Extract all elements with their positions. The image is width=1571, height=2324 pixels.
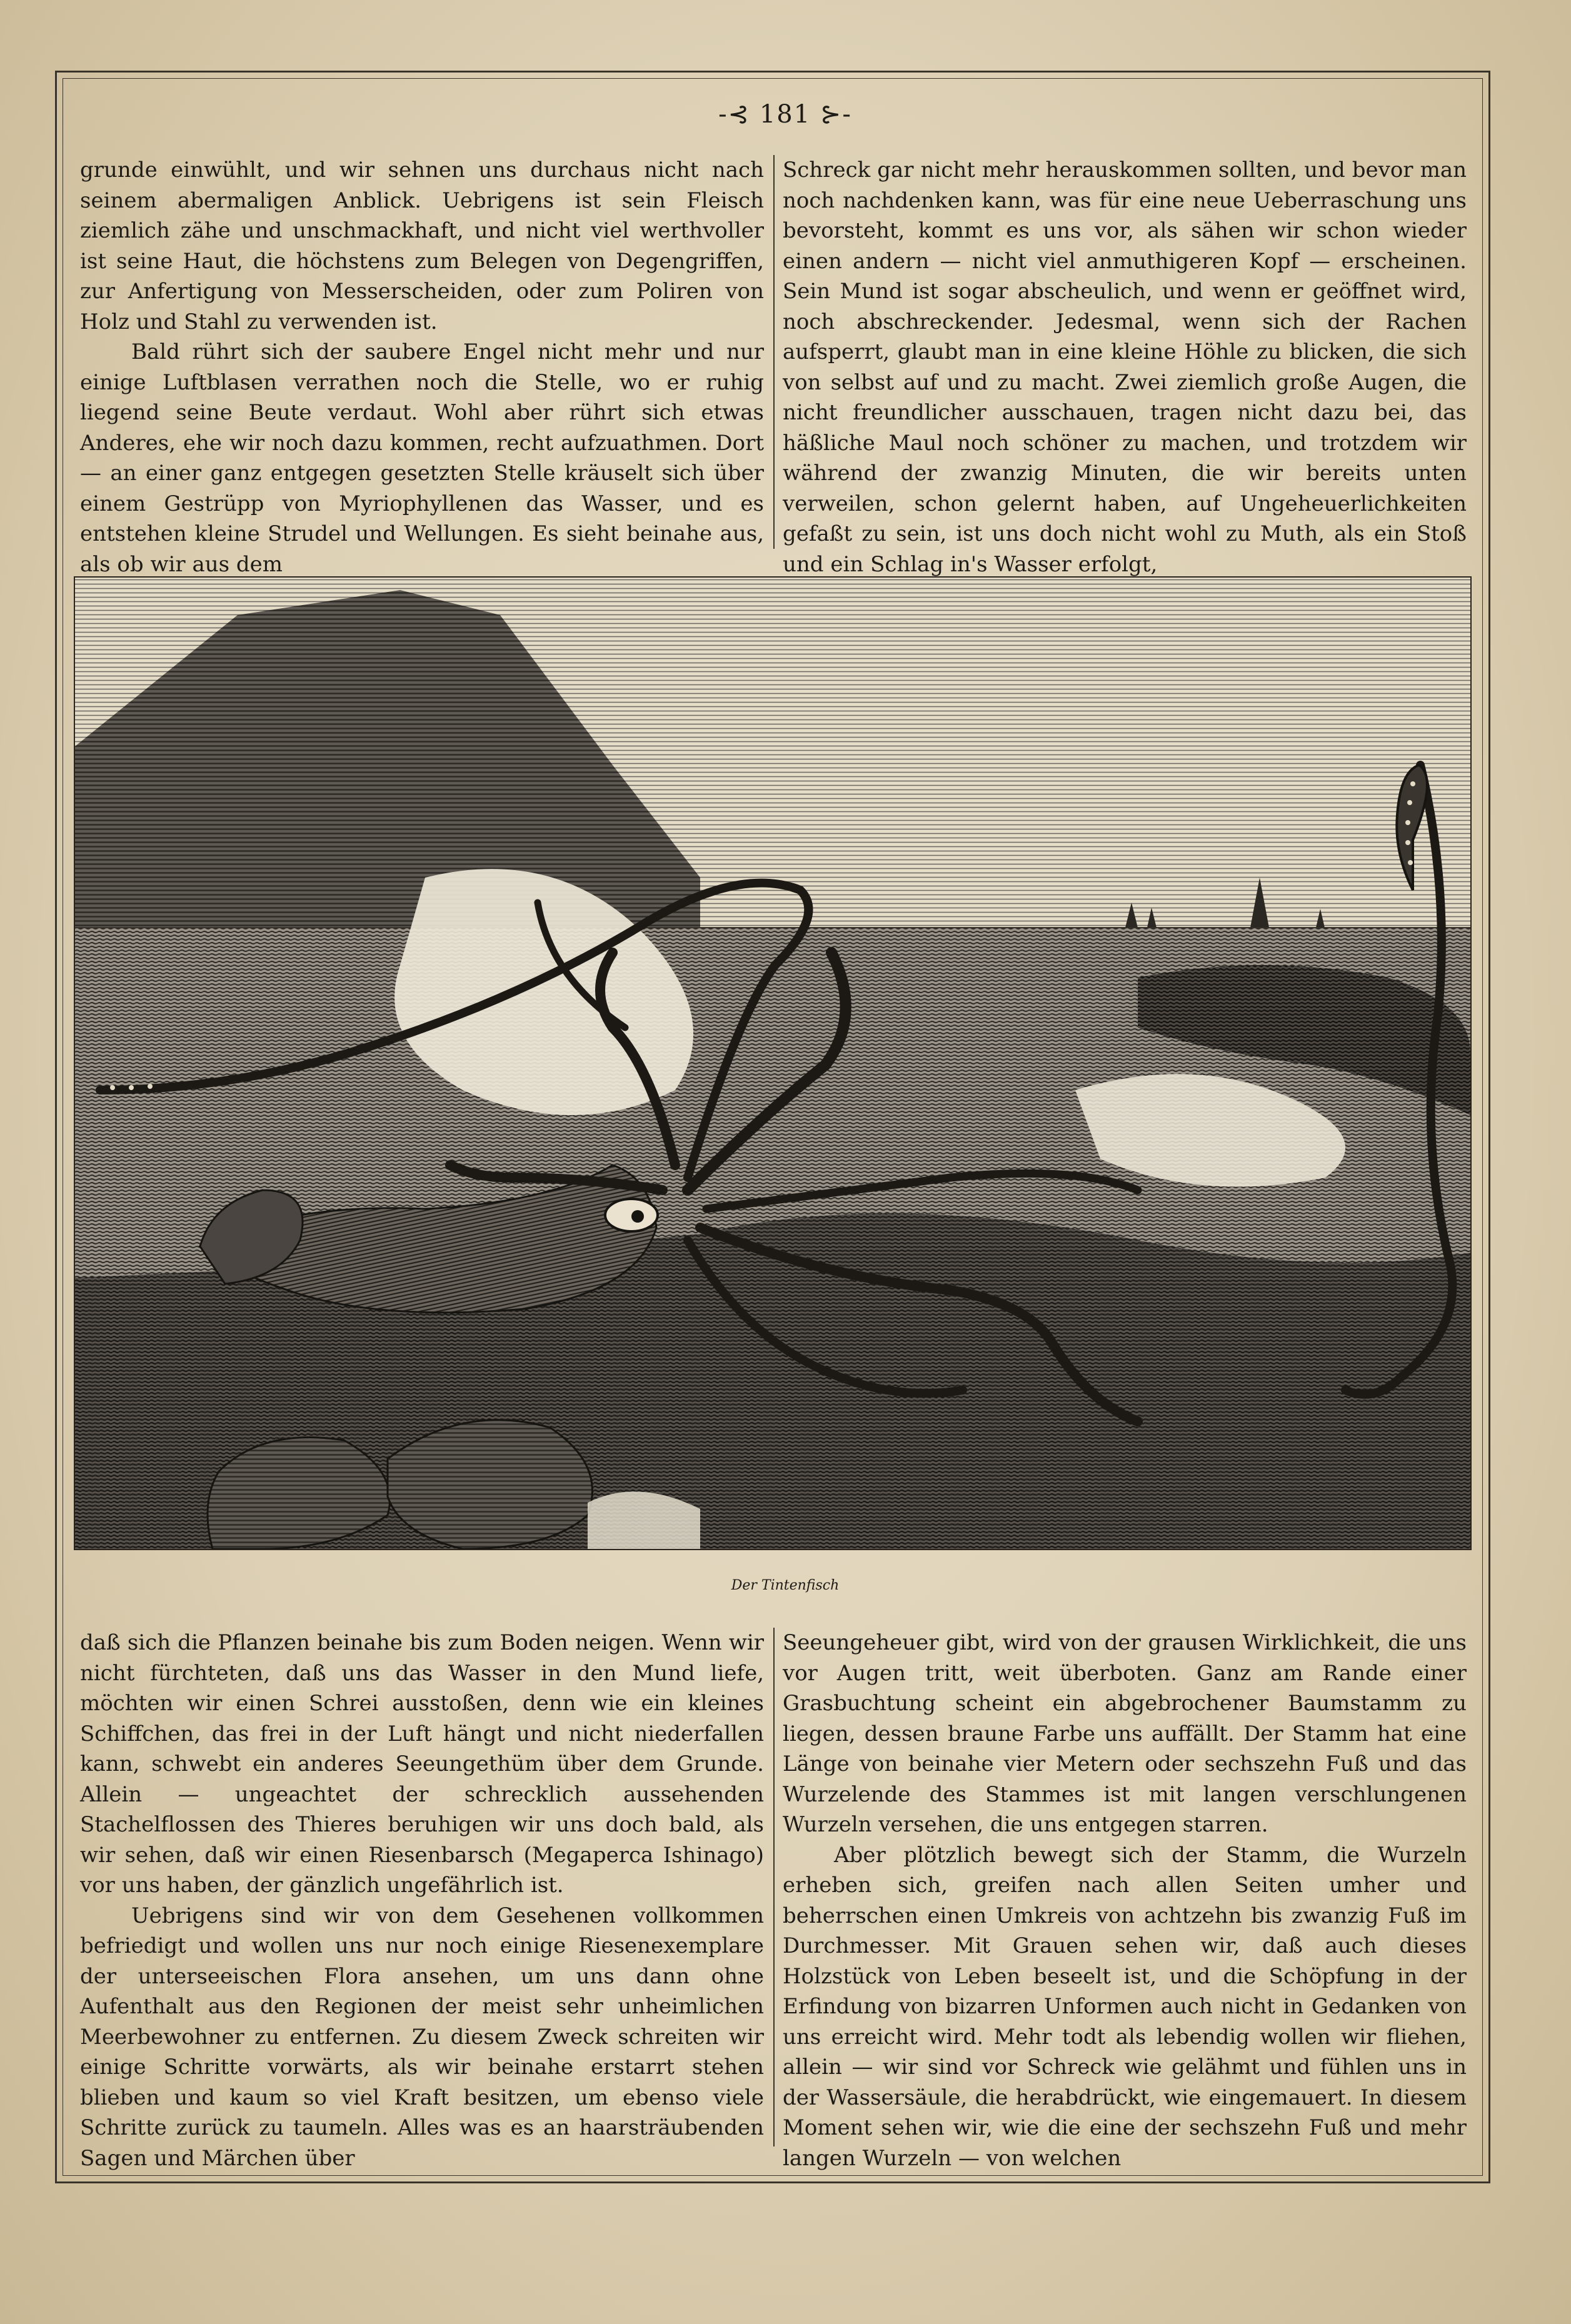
text-column-bottom-left xyxy=(80,1628,764,2171)
paragraph: Aber plötzlich bewegt sich der Stamm, die Wurzeln erheben sich, greifen nach allen Seiten umher und beherrschen einen Umkreis von achtzehn bis zwanzig Fuß im Durchmesser. Mit Grauen sehen wir, daß auch dieses Holzstück von Leben beseelt ist, und die Schöpfung in der Erfindung von bizarren Unformen auch nicht in Gedanken von uns erreicht wird. Mehr todt als lebendig wollen wir fliehen, allein — wir sind vor Schreck wie gelähmt und fühlen uns in der Wassersäule, die herabdrückt, wie eingemauert. In diesem Moment sehen wir, wie die eine der sechszehn Fuß und mehr langen Wurzeln — von welchen xyxy=(783,1842,1467,2171)
text-column-bottom-right xyxy=(783,1628,1467,2171)
paragraph: Schreck gar nicht mehr herauskommen sollten, und bevor man noch nachdenken kann, was für eine neue Ueberraschung uns bevorsteht, kommt es uns vor, als sähen wir schon wieder einen andern — nicht viel anmuthigeren Kopf — erscheinen. Sein Mund ist sogar abscheulich, und wenn er geöffnet wird, noch abschreckender. Jedesmal, wenn sich der Rachen aufsperrt, glaubt man in eine kleine Höhle zu blicken, die sich von selbst auf und zu macht. Zwei ziemlich große Augen, die nicht freundlicher ausschauen, tragen nicht dazu bei, das häßliche Maul noch schöner zu machen, und trotzdem wir während der zwanzig Minuten, die wir bereits unten verweilen, schon gelernt haben, auf Ungeheuerlichkeiten gefaßt zu sein, ist uns doch nicht wohl zu Muth, als ein Stoß und ein Schlag in's Wasser erfolgt, xyxy=(783,158,1467,577)
figure-caption: Der Tintenfisch xyxy=(731,1578,840,1593)
column-divider-bottom xyxy=(773,1628,775,2146)
paragraph: Seeungeheuer gibt, wird von der grausen Wirklichkeit, die uns vor Augen tritt, weit überboten. Ganz am Rande einer Grasbuchtung scheint ein abgebrochener Baumstamm zu liegen, dessen braune Farbe uns auffällt. Der Stamm hat eine Länge von beinahe vier Metern oder sechszehn Fuß und das Wurzelende des Stammes ist mit langen verschlungenen Wurzeln versehen, die uns entgegen starren. xyxy=(783,1630,1467,1837)
column-divider-top xyxy=(773,155,775,549)
text-column-top-left xyxy=(80,155,764,577)
page-number: -⊰ 181 ⊱- xyxy=(718,100,852,129)
paragraph: daß sich die Pflanzen beinahe bis zum Boden neigen. Wenn wir nicht fürchteten, daß uns das Wasser in den Mund liefe, möchten wir einen Schrei ausstoßen, denn wie ein kleines Schiffchen, das frei in der Luft hängt und nicht niederfallen kann, schwebt ein anderes Seeungethüm über dem Grunde. Allein — ungeachtet der schrecklich aussehenden Stachelflossen des Thieres beruhigen wir uns doch bald, als wir sehen, daß wir einen Riesenbarsch (Megaperca Ishinago) vor uns haben, der gänzlich ungefährlich ist. xyxy=(80,1630,764,1898)
paragraph: Bald rührt sich der saubere Engel nicht mehr und nur einige Luftblasen verrathen noch die Stelle, wo er ruhig liegend seine Beute verdaut. Wohl aber rührt sich etwas Anderes, ehe wir noch dazu kommen, recht aufzuathmen. Dort — an einer ganz entgegen gesetzten Stelle kräuselt sich über einem Gestrüpp von Myriophyllenen das Wasser, und es entstehen kleine Strudel und Wellungen. Es sieht beinahe aus, als ob wir aus dem xyxy=(80,339,764,577)
paragraph: Uebrigens sind wir von dem Gesehenen vollkommen befriedigt und wollen uns nur noch einige Riesenexemplare der unterseeischen Flora ansehen, um uns dann ohne Aufenthalt aus den Regionen der meist sehr unheimlichen Meerbewohner zu entfernen. Zu diesem Zweck schreiten wir einige Schritte vorwärts, als wir beinahe erstarrt stehen blieben und kaum so viel Kraft besitzen, um ebenso viele Schritte zurück zu taumeln. Alles was es an haarsträubenden Sagen und Märchen über xyxy=(80,1903,764,2171)
squid-engraving xyxy=(74,576,1472,1550)
text-column-top-right xyxy=(783,155,1467,577)
paragraph: grunde einwühlt, und wir sehnen uns durchaus nicht nach seinem abermaligen Anblick. Uebrigens ist sein Fleisch ziemlich zähe und unschmackhaft, und nicht viel werthvoller ist seine Haut, die höchstens zum Belegen von Degengriffen, zur Anfertigung von Messerscheiden, oder zum Poliren von Holz und Stahl zu verwenden ist. xyxy=(80,158,764,334)
